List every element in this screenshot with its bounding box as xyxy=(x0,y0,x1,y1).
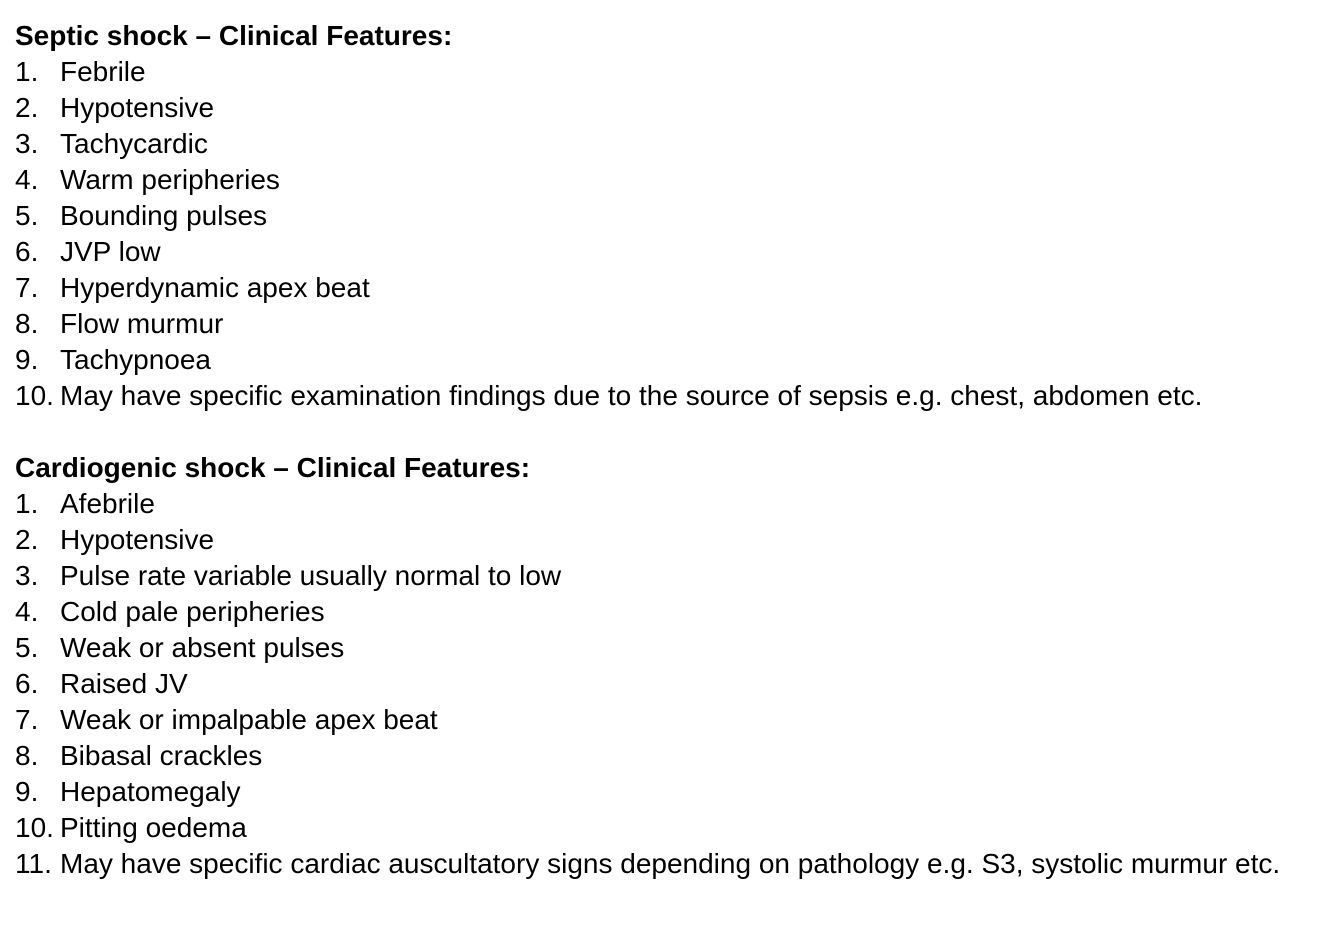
list-item xyxy=(15,198,1334,234)
item-text: Tachypnoea xyxy=(60,344,212,375)
item-number: 11. xyxy=(15,848,52,879)
list-item xyxy=(15,270,1334,306)
list-item xyxy=(15,54,1334,90)
item-text: Weak or impalpable apex beat xyxy=(60,704,438,735)
list-item xyxy=(15,378,1334,414)
item-text: Bounding pulses xyxy=(60,200,268,231)
list-item xyxy=(15,630,1334,666)
item-text: Flow murmur xyxy=(60,308,224,339)
list-item xyxy=(15,810,1334,846)
item-text: JVP low xyxy=(60,236,161,267)
item-number: 6. xyxy=(15,236,39,267)
list-item xyxy=(15,90,1334,126)
item-number: 7. xyxy=(15,704,39,735)
list-item xyxy=(15,702,1334,738)
list-item xyxy=(15,594,1334,630)
section-title: Cardiogenic shock – Clinical Features: xyxy=(15,452,531,483)
item-text: Hyperdynamic apex beat xyxy=(60,272,370,303)
item-number: 9. xyxy=(15,776,39,807)
list-item xyxy=(15,486,1334,522)
item-text: Cold pale peripheries xyxy=(60,596,325,627)
list-item xyxy=(15,162,1334,198)
list-item xyxy=(15,342,1334,378)
item-number: 3. xyxy=(15,128,39,159)
item-number: 1. xyxy=(15,56,39,87)
list-item xyxy=(15,306,1334,342)
item-number: 8. xyxy=(15,740,39,771)
item-number: 4. xyxy=(15,164,39,195)
item-text: Febrile xyxy=(60,56,146,87)
item-text: Hypotensive xyxy=(60,92,215,123)
item-number: 1. xyxy=(15,488,39,519)
list-item xyxy=(15,126,1334,162)
item-number: 3. xyxy=(15,560,39,591)
item-text: Hypotensive xyxy=(60,524,215,555)
item-text: Hepatomegaly xyxy=(60,776,241,807)
list-item xyxy=(15,738,1334,774)
item-text: May have specific examination findings due to the source of sepsis e.g. chest, abdomen etc. xyxy=(60,380,1203,411)
item-number: 2. xyxy=(15,92,39,123)
item-text: Afebrile xyxy=(60,488,155,519)
item-number: 9. xyxy=(15,344,39,375)
item-number: 7. xyxy=(15,272,39,303)
cardiogenic-shock-section xyxy=(15,450,1334,882)
features-list xyxy=(15,486,1334,882)
item-number: 4. xyxy=(15,596,39,627)
item-text: Warm peripheries xyxy=(60,164,280,195)
list-item xyxy=(15,558,1334,594)
septic-shock-section xyxy=(15,18,1334,414)
list-item xyxy=(15,666,1334,702)
features-list xyxy=(15,54,1334,414)
item-number: 2. xyxy=(15,524,39,555)
item-text: May have specific cardiac auscultatory signs depending on pathology e.g. S3, systolic murmur etc. xyxy=(60,848,1281,879)
item-text: Weak or absent pulses xyxy=(60,632,345,663)
item-text: Pulse rate variable usually normal to low xyxy=(60,560,562,591)
section-title: Septic shock – Clinical Features: xyxy=(15,20,453,51)
item-text: Raised JV xyxy=(60,668,188,699)
item-number: 5. xyxy=(15,632,39,663)
item-text: Tachycardic xyxy=(60,128,208,159)
list-item xyxy=(15,522,1334,558)
item-number: 8. xyxy=(15,308,39,339)
list-item xyxy=(15,846,1334,882)
item-text: Bibasal crackles xyxy=(60,740,263,771)
item-number: 6. xyxy=(15,668,39,699)
list-item xyxy=(15,234,1334,270)
list-item xyxy=(15,774,1334,810)
item-number: 10. xyxy=(15,380,54,411)
section-spacer xyxy=(15,414,1334,450)
item-number: 5. xyxy=(15,200,39,231)
item-text: Pitting oedema xyxy=(60,812,247,843)
item-number: 10. xyxy=(15,812,54,843)
